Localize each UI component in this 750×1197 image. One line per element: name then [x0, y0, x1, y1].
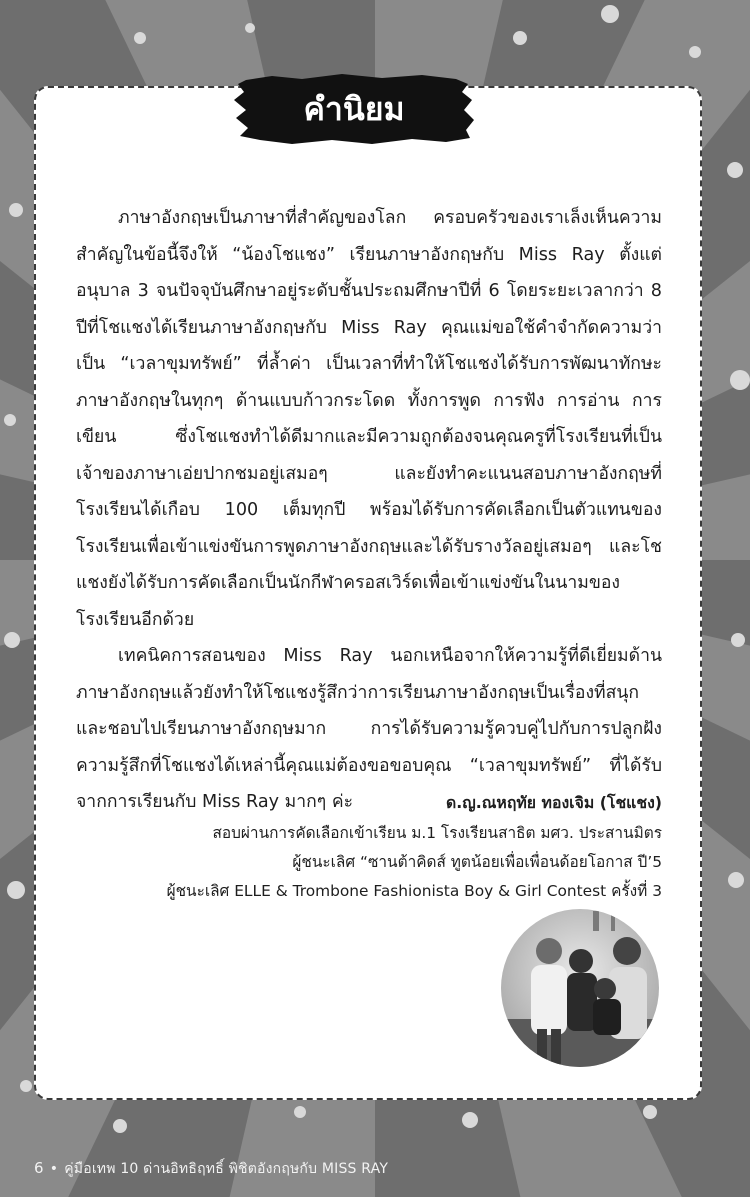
decor-dot — [9, 203, 23, 217]
family-photo — [501, 909, 659, 1067]
decor-dot — [4, 632, 20, 648]
signature-name: ด.ญ.ณหฤทัย ทองเจิม (โชแชง) — [446, 793, 662, 812]
paragraph-2: เทคนิคการสอนของ Miss Ray นอกเหนือจากให้ความรู้ที่ดีเยี่ยมด้านภาษาอังกฤษแล้วยังทำให้โชแชงรู้สึกว่าการเรียนภาษาอังกฤษเป็นเรื่องที่สนุก และชอบไปเรียนภาษาอังกฤษมาก การได้รับความรู้ควบคู่ไปกับการปลูกฝังความรู้สึกที่โชแชงได้เหล่านี้คุณแม่ต้องขอขอบคุณ “เวลาขุมทรัพย์” ที่ได้รับจากการเรียนกับ Miss Ray มากๆ ค่ะ — [76, 646, 662, 812]
decor-dot — [20, 1080, 32, 1092]
title-banner — [232, 70, 476, 148]
decor-dot — [730, 370, 750, 390]
decor-dot — [294, 1106, 306, 1118]
page-title: คำนิยม — [303, 89, 405, 128]
footer-separator: • — [49, 1161, 59, 1177]
decor-dot — [134, 32, 146, 44]
decor-dot — [601, 5, 619, 23]
family-photo-image — [501, 909, 659, 1067]
signature-block — [102, 788, 662, 906]
page-number: 6 — [34, 1159, 44, 1177]
signature-line: ผู้ชนะเลิศ “ซานต้าคิดส์ ทูตน้อยเพื่อเพื่อนด้อยโอกาส ปี’5 — [292, 853, 662, 871]
decor-dot — [728, 872, 744, 888]
decor-dot — [731, 633, 745, 647]
page-footer — [34, 1158, 388, 1180]
decor-dot — [245, 23, 255, 33]
decor-dot — [643, 1105, 657, 1119]
decor-dot — [113, 1119, 127, 1133]
decor-dot — [7, 881, 25, 899]
signature-line: สอบผ่านการคัดเลือกเข้าเรียน ม.1 โรงเรียนสาธิต มศว. ประสานมิตร — [212, 824, 662, 842]
decor-dot — [513, 31, 527, 45]
book-title: คู่มือเทพ 10 ด่านอิทธิฤทธิ์ พิชิตอังกฤษกับ MISS RAY — [64, 1161, 389, 1177]
decor-dot — [727, 162, 743, 178]
signature-line: ผู้ชนะเลิศ ELLE & Trombone Fashionista Boy & Girl Contest ครั้งที่ 3 — [166, 882, 662, 900]
decor-dot — [4, 414, 16, 426]
decor-dot — [462, 1112, 478, 1128]
testimonial-body — [76, 200, 662, 821]
decor-dot — [689, 46, 701, 58]
paragraph-1: ภาษาอังกฤษเป็นภาษาที่สำคัญของโลก ครอบครัวของเราเล็งเห็นความสำคัญในข้อนี้จึงให้ “น้องโชแชง” เรียนภาษาอังกฤษกับ Miss Ray ตั้งแต่อนุบาล 3 จนปัจจุบันศึกษาอยู่ระดับชั้นประถมศึกษาปีที่ 6 โดยระยะเวลากว่า 8 ปีที่โชแชงได้เรียนภาษาอังกฤษกับ Miss Ray คุณแม่ขอใช้คำจำกัดความว่าเป็น “เวลาขุมทรัพย์” ที่ล้ำค่า เป็นเวลาที่ทำให้โชแชงได้รับการพัฒนาทักษะภาษาอังกฤษในทุกๆ ด้านแบบก้าวกระโดด ทั้งการพูด การฟัง การอ่าน การเขียน ซึ่งโชแชงทำได้ดีมากและมีความถูกต้องจนคุณครูที่โรงเรียนที่เป็นเจ้าของภาษาเอ่ยปากชมอยู่เสมอๆ และยังทำคะแนนสอบภาษาอังกฤษที่โรงเรียนได้เกือบ 100 เต็มทุกปี พร้อมได้รับการคัดเลือกเป็นตัวแทนของโรงเรียนเพื่อเข้าแข่งขันการพูดภาษาอังกฤษและได้รับรางวัลอยู่เสมอๆ และโชแชงยังได้รับการคัดเลือกเป็นนักกีฬาครอสเวิร์ดเพื่อเข้าแข่งขันในนามของโรงเรียนอีกด้วย — [76, 208, 662, 630]
